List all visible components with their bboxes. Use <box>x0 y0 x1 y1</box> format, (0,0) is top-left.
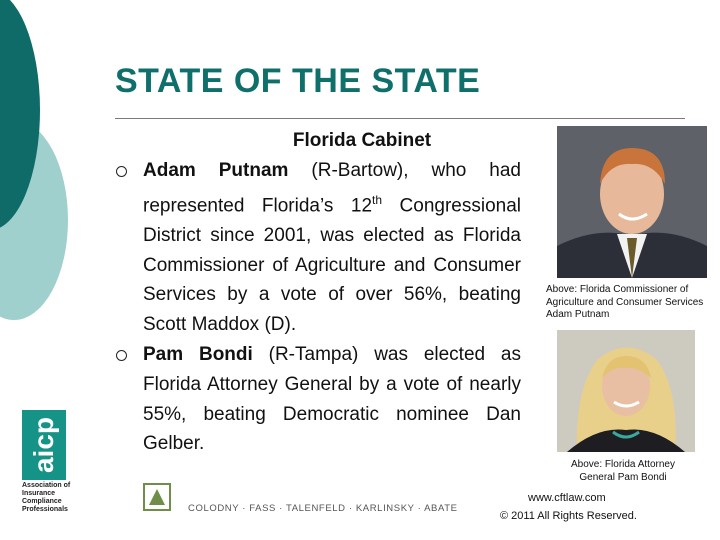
caption-adam-putnam: Above: Florida Commissioner of Agriculture and Consumer Services Adam Putnam <box>546 284 704 320</box>
photo-pam-bondi <box>557 330 695 452</box>
bullet-circle-icon <box>116 350 127 361</box>
bullet-name: Pam Bondi <box>143 343 253 365</box>
title-divider <box>115 118 685 119</box>
aicp-logo-text: aicp <box>28 416 59 474</box>
portrait-icon <box>557 330 695 452</box>
slide-body <box>143 126 521 459</box>
bullet-name: Adam Putnam <box>143 159 289 181</box>
bullet-pam-bondi <box>143 340 521 459</box>
subhead-florida-cabinet: Florida Cabinet <box>292 130 432 151</box>
photo-adam-putnam <box>557 126 707 278</box>
copyright-text: © 2011 All Rights Reserved. <box>500 510 637 522</box>
aicp-subtext: Association of Insurance Compliance Professionals <box>22 482 71 513</box>
portrait-icon <box>557 126 707 278</box>
bullet-text-cont: Congressional District since 2001, was elected as Florida Commissioner of Agriculture and Consumer Services by a vote of over 56%, beating Scott Maddox (D). <box>143 194 521 336</box>
slide-title: STATE OF THE STATE <box>115 62 481 100</box>
bullet-sup: th <box>372 192 383 207</box>
bullet-text: (R-Bartow), who had represented Florida’s 12 <box>143 159 521 216</box>
firm-name: COLODNY · FASS · TALENFELD · KARLINSKY · ABATE <box>188 503 458 514</box>
bullet-circle-icon <box>116 166 127 177</box>
bullet-text: (R-Tampa) was elected as Florida Attorney General by a vote of nearly 55%, beating Democratic nominee Dan Gelber. <box>143 343 522 455</box>
firm-logo-icon <box>143 483 171 511</box>
firm-url-link[interactable]: www.cftlaw.com <box>528 492 606 504</box>
bullet-adam-putnam <box>143 156 521 340</box>
caption-pam-bondi: Above: Florida Attorney General Pam Bondi <box>571 459 675 483</box>
